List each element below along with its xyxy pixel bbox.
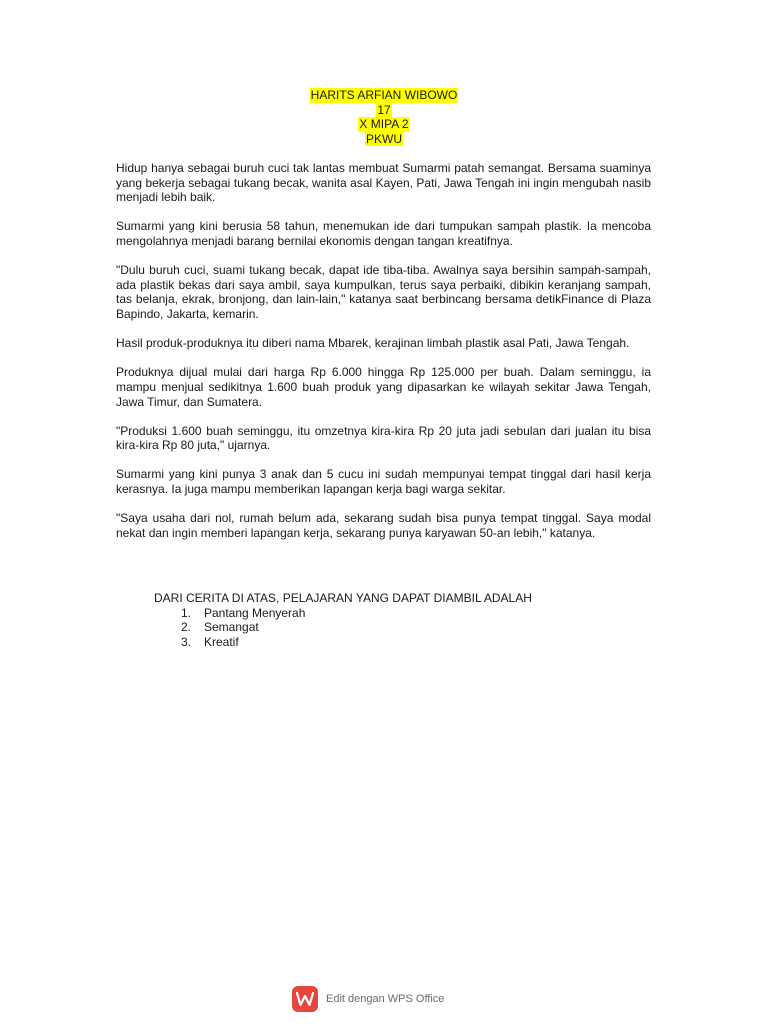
student-number: 17 [377, 102, 391, 117]
list-item [154, 606, 634, 621]
list-item [154, 635, 634, 650]
paragraph: Produknya dijual mulai dari harga Rp 6.000 hingga Rp 125.000 per buah. Dalam seminggu, ia mampu menjual sedikitnya 1.600 buah produk yang dipasarkan ke wilayah sekitar Jawa Tengah, Jawa Timur, dan Sumatera. [116, 365, 651, 409]
list-number: 3. [181, 634, 192, 649]
student-class: X MIPA 2 [359, 117, 409, 131]
wps-edit-label[interactable]: Edit dengan WPS Office [326, 993, 445, 1005]
conclusion-heading: DARI CERITA DI ATAS, PELAJARAN YANG DAPAT DIAMBIL ADALAH [154, 591, 532, 605]
student-name: HARITS ARFIAN WIBOWO [310, 88, 458, 102]
list-number: 1. [181, 605, 192, 620]
list-item-text: Semangat [204, 620, 259, 635]
list-number: 2. [181, 620, 192, 635]
wps-edit-banner[interactable] [292, 986, 444, 1012]
wps-office-logo-icon [292, 986, 318, 1012]
subject-name: PKWU [366, 131, 402, 146]
paragraph: Sumarmi yang kini punya 3 anak dan 5 cucu ini sudah mempunyai tempat tinggal dari hasil kerja kerasnya. Ia juga mampu memberikan lapangan kerja bagi warga sekitar. [116, 467, 651, 497]
paragraph: "Dulu buruh cuci, suami tukang becak, dapat ide tiba-tiba. Awalnya saya bersihin sampah-sampah, ada plastik bekas dari saya ambil, saya kumpulkan, terus saya perbaiki, dibikin keranjang sampah, tas belanja, ekrak, bronjong, dan lain-lain," katanya saat berbincang bersama detikFinance di Plaza Bapindo, Jakarta, kemarin. [116, 263, 651, 321]
list-item-text: Kreatif [204, 634, 239, 649]
paragraph: "Produksi 1.600 buah seminggu, itu omzetnya kira-kira Rp 20 juta jadi sebulan dari jualan itu bisa kira-kira Rp 80 juta," ujarnya. [116, 423, 651, 453]
article-body [116, 161, 651, 555]
paragraph: Sumarmi yang kini berusia 58 tahun, menemukan ide dari tumpukan sampah plastik. Ia mencoba mengolahnya menjadi barang bernilai ekonomis dengan tangan kreatifnya. [116, 219, 651, 248]
lesson-list [154, 606, 634, 650]
paragraph: Hidup hanya sebagai buruh cuci tak lantas membuat Sumarmi patah semangat. Bersama suaminya yang bekerja sebagai tukang becak, wanita asal Kayen, Pati, Jawa Tengah ini ingin mengubah nasib menjadi lebih baik. [116, 161, 651, 205]
paragraph: "Saya usaha dari nol, rumah belum ada, sekarang sudah bisa punya tempat tinggal. Saya modal nekat dan ingin memberi lapangan kerja, sekarang punya karyawan 50-an lebih," katanya. [116, 511, 651, 540]
conclusion-section [154, 591, 634, 649]
paragraph: Hasil produk-produknya itu diberi nama Mbarek, kerajinan limbah plastik asal Pati, Jawa Tengah. [116, 336, 630, 351]
list-item [154, 620, 634, 635]
document-header [0, 88, 768, 146]
list-item-text: Pantang Menyerah [204, 605, 306, 620]
